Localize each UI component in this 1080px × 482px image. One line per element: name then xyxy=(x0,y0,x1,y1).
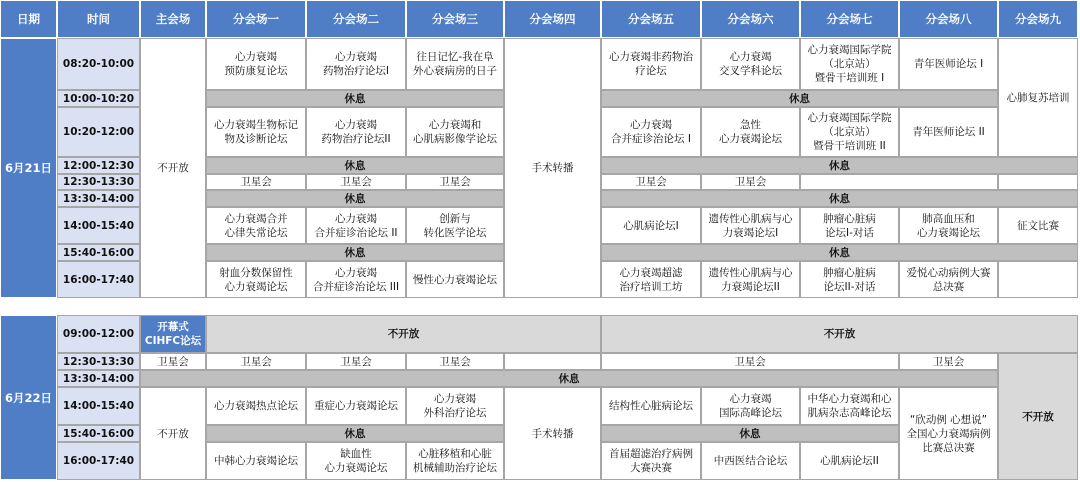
session-s2-c: 心力衰竭 合并症诊治论坛 II xyxy=(306,207,406,244)
session-s2-a: 心力衰竭 药物治疗论坛I xyxy=(306,38,406,90)
session-s9-b: 征文比赛 xyxy=(998,207,1078,244)
break-right-day1-1: 休息 xyxy=(601,157,1078,174)
satellite-s5-day1: 卫星会 xyxy=(601,174,701,190)
header-h8: 分会场八 xyxy=(899,0,998,38)
session-s8-a: 青年医师论坛 I xyxy=(899,38,998,90)
session-s6-d: 遗传性心肌病与心 力衰竭论坛II xyxy=(701,261,800,298)
break-right-day1-2: 休息 xyxy=(601,190,1078,207)
closed-left-day2: 不开放 xyxy=(206,315,601,353)
satellite-s5-7-day2: 卫星会 xyxy=(601,353,899,370)
session-s5-d: 心力衰竭超滤 治疗培训工坊 xyxy=(601,261,701,298)
main-hall-closed-day2: 不开放 xyxy=(140,387,206,480)
time-slot-day1-t9: 16:00-17:40 xyxy=(57,261,140,298)
break-right-day2: 休息 xyxy=(601,425,899,442)
empty-satellite-right-day1 xyxy=(800,174,998,190)
session-d2-s6-b: 中西医结合论坛 xyxy=(701,442,800,480)
header-h1: 分会场一 xyxy=(206,0,306,38)
empty-s4-day2 xyxy=(504,353,601,370)
session-d2-s1-b: 中韩心力衰竭论坛 xyxy=(206,442,306,480)
session-d2-s7-a: 中华心力衰竭和心 肌病杂志高峰论坛 xyxy=(800,387,899,425)
closed-s9-day2: 不开放 xyxy=(998,353,1078,480)
break-left-day1-3: 休息 xyxy=(206,244,504,261)
break-left-day1-0: 休息 xyxy=(206,90,504,107)
session-s7-d: 肿瘤心脏病 论坛II-对话 xyxy=(800,261,899,298)
session-s8-b: 青年医师论坛 II xyxy=(899,107,998,157)
break-right-day1-3: 休息 xyxy=(601,244,1078,261)
session-s3-c: 创新与 转化医学论坛 xyxy=(406,207,504,244)
session-s5-c: 心肌病论坛I xyxy=(601,207,701,244)
session-s1-b: 心力衰竭生物标记 物及诊断论坛 xyxy=(206,107,306,157)
session-s1-d: 射血分数保留性 心力衰竭论坛 xyxy=(206,261,306,298)
satellite-s3-day1: 卫星会 xyxy=(406,174,504,190)
session-s6-a: 心力衰竭 交叉学科论坛 xyxy=(701,38,800,90)
case-competition-final: “欣动例 心想说” 全国心力衰竭病例 比赛总决赛 xyxy=(899,387,998,480)
time-slot-day2-t1: 09:00-12:00 xyxy=(57,315,140,353)
session-s8-c: 肺高血压和 心力衰竭论坛 xyxy=(899,207,998,244)
session-s3-d: 慢性心力衰竭论坛 xyxy=(406,261,504,298)
session-d2-s3-b: 心脏移植和心脏 机械辅助治疗论坛 xyxy=(406,442,504,480)
session-d2-s7-b: 心肌病论坛II xyxy=(800,442,899,480)
time-slot-day1-t3: 10:20-12:00 xyxy=(57,107,140,157)
session-d2-s2-b: 缺血性 心力衰竭论坛 xyxy=(306,442,406,480)
session-s1-a: 心力衰竭 预防康复论坛 xyxy=(206,38,306,90)
satellite-s8-day2: 卫星会 xyxy=(899,353,998,370)
time-slot-day2-t6: 16:00-17:40 xyxy=(57,442,140,480)
session-s7-b: 心力衰竭国际学院 （北京站） 暨骨干培训班 II xyxy=(800,107,899,157)
break-left-day1-1: 休息 xyxy=(206,157,504,174)
header-time: 时间 xyxy=(57,0,140,38)
surgery-broadcast-day2: 手术转播 xyxy=(504,387,601,480)
time-slot-day1-t4: 12:00-12:30 xyxy=(57,157,140,174)
time-slot-day1-t6: 13:30-14:00 xyxy=(57,190,140,207)
satellite-s6-day1: 卫星会 xyxy=(701,174,800,190)
satellite-s1-day1: 卫星会 xyxy=(206,174,306,190)
satellite-s3-day2: 卫星会 xyxy=(406,353,504,370)
break-left-day1-2: 休息 xyxy=(206,190,504,207)
session-s8-d: 爱悦心动病例大赛 总决赛 xyxy=(899,261,998,298)
header-h2: 分会场二 xyxy=(306,0,406,38)
header-h5: 分会场五 xyxy=(601,0,701,38)
session-d2-s5-b: 首届超滤治疗病例 大赛决赛 xyxy=(601,442,701,480)
header-h7: 分会场七 xyxy=(800,0,899,38)
satellite-main-day2: 卫星会 xyxy=(140,353,206,370)
session-s9-a: 心肺复苏培训 xyxy=(998,38,1078,157)
session-s2-d: 心力衰竭 合并症诊治论坛 III xyxy=(306,261,406,298)
session-s7-c: 肿瘤心脏病 论坛I-对话 xyxy=(800,207,899,244)
session-s5-b: 心力衰竭 合并症诊治论坛 I xyxy=(601,107,701,157)
session-s6-b: 急性 心力衰竭论坛 xyxy=(701,107,800,157)
break-day2-lunch: 休息 xyxy=(140,370,998,387)
time-slot-day2-t2: 12:30-13:30 xyxy=(57,353,140,370)
session-d2-s1-a: 心力衰竭热点论坛 xyxy=(206,387,306,425)
empty-s9-day1-end xyxy=(998,261,1078,298)
header-main: 主会场 xyxy=(140,0,206,38)
session-d2-s3-a: 心力衰竭 外科治疗论坛 xyxy=(406,387,504,425)
date-day1: 6月21日 xyxy=(0,38,57,298)
time-slot-day1-t2: 10:00-10:20 xyxy=(57,90,140,107)
time-slot-day1-t1: 08:20-10:00 xyxy=(57,38,140,90)
session-d2-s6-a: 心力衰竭 国际高峰论坛 xyxy=(701,387,800,425)
closed-right-day2: 不开放 xyxy=(601,315,1078,353)
break-right-day1-0: 休息 xyxy=(601,90,998,107)
main-hall-closed-day1: 不开放 xyxy=(140,38,206,298)
time-slot-day2-t3: 13:30-14:00 xyxy=(57,370,140,387)
time-slot-day1-t5: 12:30-13:30 xyxy=(57,174,140,190)
header-h4: 分会场四 xyxy=(504,0,601,38)
time-slot-day1-t7: 14:00-15:40 xyxy=(57,207,140,244)
session-s7-a: 心力衰竭国际学院 （北京站） 暨骨干培训班 I xyxy=(800,38,899,90)
date-day2: 6月22日 xyxy=(0,315,57,480)
session-s5-a: 心力衰竭非药物治 疗论坛 xyxy=(601,38,701,90)
time-slot-day2-t4: 14:00-15:40 xyxy=(57,387,140,425)
satellite-s1-day2: 卫星会 xyxy=(206,353,306,370)
empty-s9-day1 xyxy=(998,174,1078,190)
session-s3-a: 往日记忆-我在阜 外心衰病房的日子 xyxy=(406,38,504,90)
session-s3-b: 心力衰竭和 心肌病影像学论坛 xyxy=(406,107,504,157)
satellite-s2-day2: 卫星会 xyxy=(306,353,406,370)
break-left-day2: 休息 xyxy=(206,425,504,442)
time-slot-day2-t5: 15:40-16:00 xyxy=(57,425,140,442)
time-slot-day1-t8: 15:40-16:00 xyxy=(57,244,140,261)
header-h6: 分会场六 xyxy=(701,0,800,38)
session-s2-b: 心力衰竭 药物治疗论坛II xyxy=(306,107,406,157)
header-date: 日期 xyxy=(0,0,57,38)
header-h3: 分会场三 xyxy=(406,0,504,38)
header-h9: 分会场九 xyxy=(998,0,1078,38)
session-s6-c: 遗传性心肌病与心 力衰竭论坛I xyxy=(701,207,800,244)
opening-ceremony: 开幕式 CIHFC论坛 xyxy=(140,315,206,353)
surgery-broadcast-day1: 手术转播 xyxy=(504,38,601,298)
satellite-s2-day1: 卫星会 xyxy=(306,174,406,190)
session-d2-s2-a: 重症心力衰竭论坛 xyxy=(306,387,406,425)
session-s1-c: 心力衰竭合并 心律失常论坛 xyxy=(206,207,306,244)
session-d2-s5-a: 结构性心脏病论坛 xyxy=(601,387,701,425)
